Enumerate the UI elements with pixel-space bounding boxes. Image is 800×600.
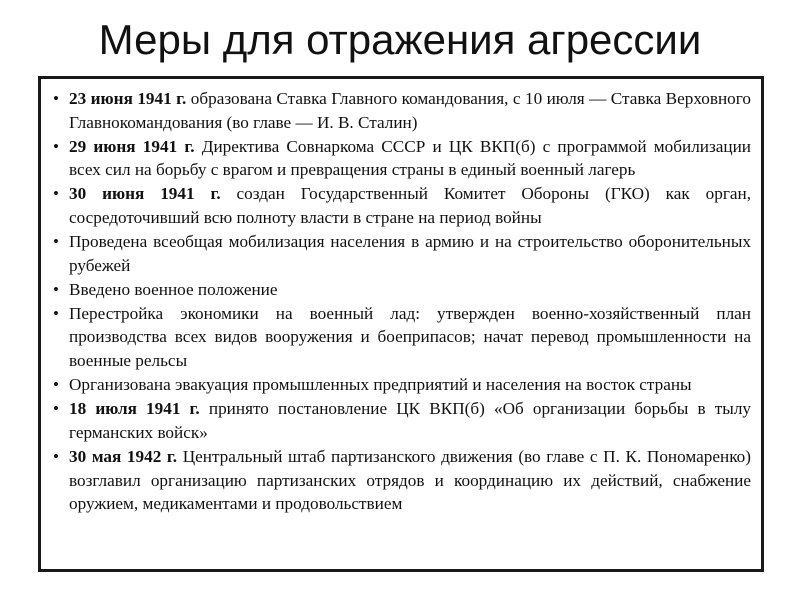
item-date: 30 мая 1942 г. <box>69 446 178 466</box>
item-date: 23 июня 1941 г. <box>69 89 187 108</box>
measures-box <box>38 76 764 572</box>
bullet-icon: • <box>53 89 59 108</box>
slide-title: Меры для отражения агрессии <box>98 16 702 63</box>
item-date: 30 июня 1941 г. <box>69 184 221 204</box>
bullet-icon: • <box>53 232 59 252</box>
measures-list <box>53 87 751 516</box>
bullet-icon: • <box>53 446 59 466</box>
list-item <box>53 87 751 134</box>
item-text: Директива Совнаркома СССР и ЦК ВКП(б) с программой мобилизации всех сил на борьбу с врагом и превращения страны в единый военный лагерь <box>69 136 752 180</box>
list-item <box>53 445 751 516</box>
item-text: Перестройка экономики на военный лад: утвержден военно-хозяйственный план производства всех видов вооружения и боеприпасов; начат перевод промышленности на военные рельсы <box>69 303 751 371</box>
list-item <box>53 135 751 182</box>
item-date: 18 июля 1941 г. <box>69 399 200 419</box>
item-text: Проведена всеобщая мобилизация населения в армию и на строительство оборонительных рубежей <box>69 232 751 275</box>
item-text: создан Государственный Комитет Обороны (ГКО) как орган, сосредоточивший всю полноту власти в стране на период войны <box>69 184 751 227</box>
list-item <box>53 302 751 373</box>
list-item <box>53 397 751 444</box>
item-text: Введено военное положение <box>69 279 278 299</box>
item-text: принято постановление ЦК ВКП(б) «Об организации борьбы в тылу германских войск» <box>69 399 752 442</box>
bullet-icon: • <box>53 375 59 395</box>
bullet-icon: • <box>53 399 59 419</box>
item-text: Организована эвакуация промышленных предприятий и населения на восток страны <box>69 375 692 395</box>
item-text: Центральный штаб партизанского движения (во главе с П. К. Пономаренко) возглавил организацию партизанских отрядов и координацию их действий, снабжение оружием, медикаментами и продовольствием <box>69 446 751 514</box>
list-item <box>53 230 751 277</box>
bullet-icon: • <box>53 136 59 156</box>
bullet-icon: • <box>53 303 59 323</box>
bullet-icon: • <box>53 184 59 204</box>
item-text: образована Ставка Главного командования, с 10 июля — Ставка Верховного Главнокомандования (во главе — И. В. Сталин) <box>69 89 751 132</box>
list-item <box>53 182 751 229</box>
list-item <box>53 373 751 397</box>
bullet-icon: • <box>53 279 59 299</box>
item-date: 29 июня 1941 г. <box>69 136 195 156</box>
list-item <box>53 278 751 302</box>
